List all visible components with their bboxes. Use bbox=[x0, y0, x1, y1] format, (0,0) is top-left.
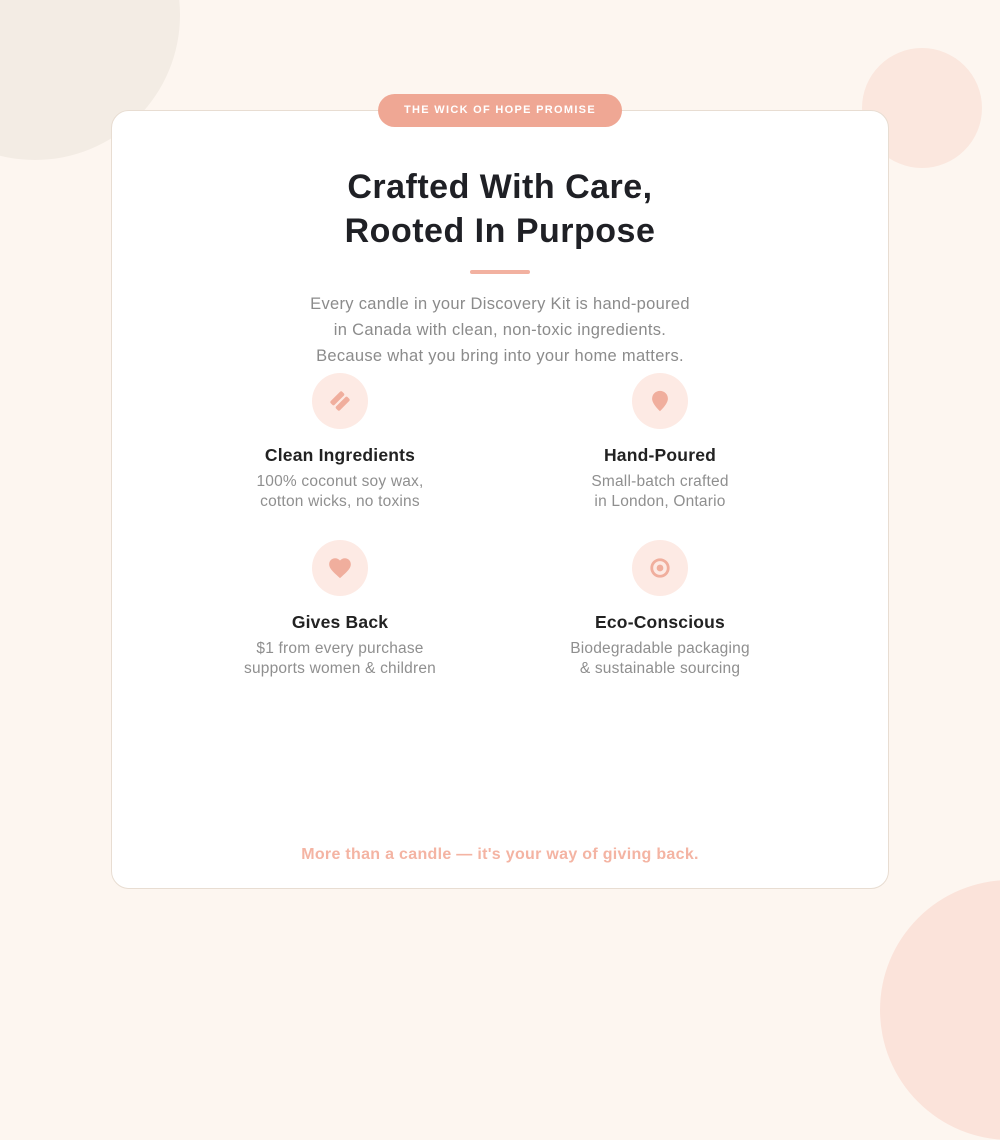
decorative-circle-bottom-right bbox=[880, 880, 1000, 1140]
footer-tagline: More than a candle — it's your way of giving back. bbox=[301, 846, 699, 863]
feature-description bbox=[500, 639, 820, 679]
droplet-icon bbox=[632, 373, 688, 429]
feature-desc-line-2: in London, Ontario bbox=[594, 493, 726, 510]
feature-desc-line-2: supports women & children bbox=[244, 660, 436, 677]
page-title-line-1: Crafted With Care, bbox=[347, 168, 653, 206]
feature-eco-conscious bbox=[500, 540, 820, 679]
page-title bbox=[112, 165, 888, 253]
wax-bars-icon bbox=[312, 373, 368, 429]
feature-title: Hand-Poured bbox=[603, 445, 717, 465]
page-title-line-2: Rooted In Purpose bbox=[344, 212, 656, 250]
feature-desc-line-2: & sustainable sourcing bbox=[579, 660, 741, 677]
feature-desc-line-1: Small-batch crafted bbox=[591, 473, 729, 490]
features-grid bbox=[180, 373, 820, 679]
feature-desc-line-1: 100% coconut soy wax, bbox=[256, 473, 424, 490]
feature-gives-back bbox=[180, 540, 500, 679]
feature-description bbox=[180, 472, 500, 512]
promise-card bbox=[111, 104, 889, 889]
feature-hand-poured bbox=[500, 373, 820, 512]
feature-title: Eco-Conscious bbox=[595, 612, 725, 632]
feature-desc-line-2: cotton wicks, no toxins bbox=[260, 493, 420, 510]
feature-description bbox=[180, 639, 500, 679]
heading-divider bbox=[470, 270, 530, 274]
bullseye-icon bbox=[632, 540, 688, 596]
intro-line-1: Every candle in your Discovery Kit is hand-poured bbox=[310, 295, 690, 313]
promise-badge: THE WICK OF HOPE PROMISE bbox=[378, 94, 622, 127]
feature-title: Gives Back bbox=[291, 612, 389, 632]
intro-line-2: in Canada with clean, non-toxic ingredients. bbox=[333, 321, 667, 339]
feature-clean-ingredients bbox=[180, 373, 500, 512]
heart-icon bbox=[312, 540, 368, 596]
intro-line-3: Because what you bring into your home matters. bbox=[316, 347, 684, 365]
intro-paragraph bbox=[112, 291, 888, 369]
feature-desc-line-1: Biodegradable packaging bbox=[570, 640, 750, 657]
feature-description bbox=[500, 472, 820, 512]
feature-title: Clean Ingredients bbox=[264, 445, 416, 465]
feature-desc-line-1: $1 from every purchase bbox=[256, 640, 424, 657]
